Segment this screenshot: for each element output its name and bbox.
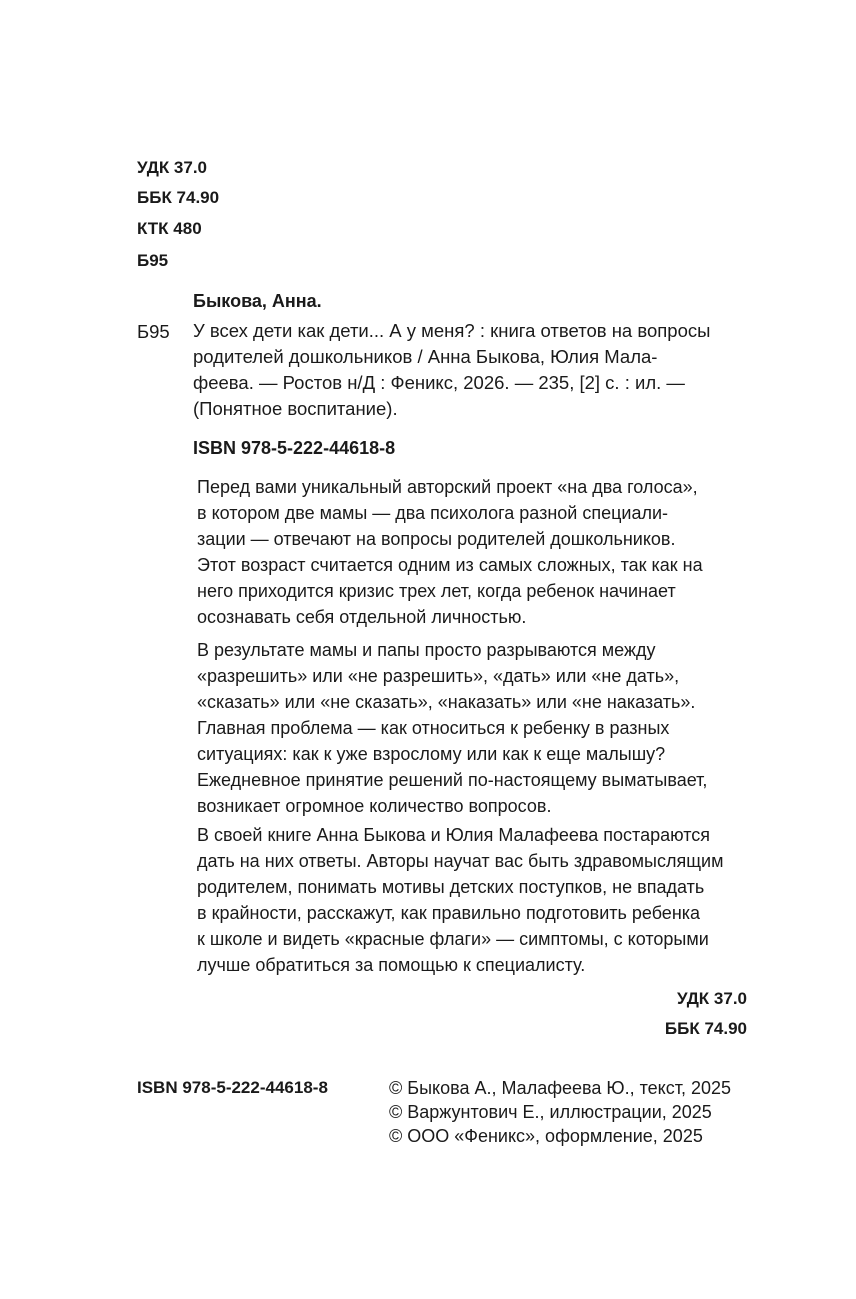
annotation-paragraph-1 bbox=[197, 474, 753, 627]
annotation-line: ситуациях: как к уже взрослому или как к еще малышу? bbox=[197, 744, 666, 764]
bbk-code-right: ББК 74.90 bbox=[664, 1019, 747, 1038]
annotation-paragraph-3 bbox=[197, 822, 753, 975]
udk-code: УДК 37.0 bbox=[137, 158, 208, 177]
annotation-line: осознавать себя отдельной личностью. bbox=[197, 607, 527, 627]
annotation-paragraph-2 bbox=[197, 637, 753, 816]
annotation-line: дать на них ответы. Авторы научат вас быть здравомыслящим bbox=[197, 851, 724, 871]
annotation-line: Главная проблема — как относиться к ребенку в разных bbox=[197, 718, 670, 738]
annotation-line: в котором две мамы — два психолога разной специали- bbox=[197, 503, 669, 523]
bibliographic-mark: Б95 bbox=[137, 321, 170, 342]
bbk-code: ББК 74.90 bbox=[137, 188, 220, 207]
copyright-line: © Варжунтович Е., иллюстрации, 2025 bbox=[389, 1102, 712, 1122]
bibliographic-line: (Понятное воспитание). bbox=[193, 398, 398, 419]
annotation-line: В своей книге Анна Быкова и Юлия Малафеева постараются bbox=[197, 825, 710, 845]
copyright-line: © ООО «Феникс», оформление, 2025 bbox=[389, 1126, 703, 1146]
annotation-line: родителем, понимать мотивы детских поступков, не впадать bbox=[197, 877, 705, 897]
bibliographic-line: родителей дошкольников / Анна Быкова, Юлия Мала- bbox=[193, 346, 658, 367]
udk-code-right: УДК 37.0 bbox=[676, 989, 747, 1008]
annotation-line: возникает огромное количество вопросов. bbox=[197, 796, 552, 816]
bibliographic-description bbox=[193, 318, 751, 426]
copyright-line: © Быкова А., Малафеева Ю., текст, 2025 bbox=[389, 1078, 732, 1098]
annotation-line: Ежедневное принятие решений по-настоящему выматывает, bbox=[197, 770, 708, 790]
author-mark: Б95 bbox=[137, 251, 169, 270]
annotation-line: лучше обратиться за помощью к специалисту. bbox=[197, 955, 586, 975]
annotation-line: зации — отвечают на вопросы родителей дошкольников. bbox=[197, 529, 676, 549]
bibliographic-line: феева. — Ростов н/Д : Феникс, 2026. — 235, [2] с. : ил. — bbox=[193, 372, 685, 393]
annotation-line: к школе и видеть «красные флаги» — симптомы, с которыми bbox=[197, 929, 709, 949]
isbn-bottom: ISBN 978-5-222-44618-8 bbox=[137, 1078, 328, 1097]
annotation-line: Перед вами уникальный авторский проект «на два голоса», bbox=[197, 477, 698, 497]
ktk-code: КТК 480 bbox=[137, 219, 202, 238]
annotation-line: В результате мамы и папы просто разрываются между bbox=[197, 640, 656, 660]
annotation-line: Этот возраст считается одним из самых сложных, так как на bbox=[197, 555, 703, 575]
annotation-line: «разрешить» или «не разрешить», «дать» или «не дать», bbox=[197, 666, 680, 686]
isbn-top: ISBN 978-5-222-44618-8 bbox=[193, 438, 396, 458]
annotation-line: «сказать» или «не сказать», «наказать» или «не наказать». bbox=[197, 692, 696, 712]
annotation-line: в крайности, расскажут, как правильно подготовить ребенка bbox=[197, 903, 701, 923]
bibliographic-line: У всех дети как дети... А у меня? : книга ответов на вопросы bbox=[193, 320, 711, 341]
annotation-line: него приходится кризис трех лет, когда ребенок начинает bbox=[197, 581, 676, 601]
author-heading: Быкова, Анна. bbox=[193, 291, 322, 311]
